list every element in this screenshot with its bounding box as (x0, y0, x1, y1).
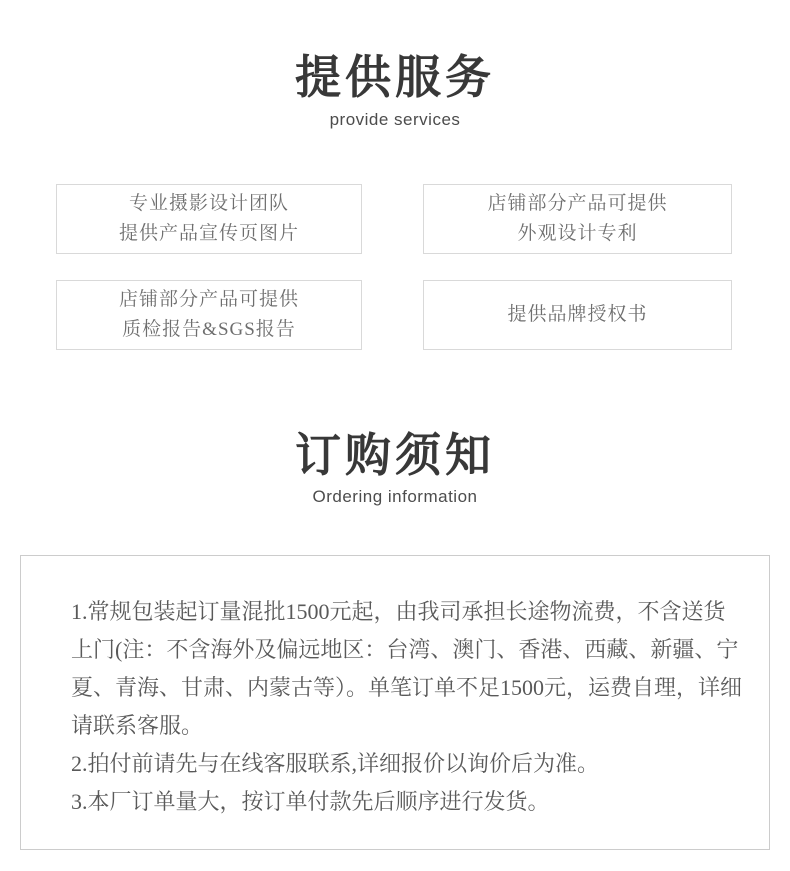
ordering-title: 订购须知 (295, 428, 495, 481)
service-box-line: 专业摄影设计团队 (128, 192, 289, 214)
service-box-brand-authorization (423, 280, 732, 350)
services-title: 提供服务 (295, 51, 495, 103)
ordering-note-2: 2.拍付前请先与在线客服联系,详细报价以询价后为准。 (71, 751, 600, 777)
services-section (0, 0, 790, 350)
ordering-notes-box (20, 555, 770, 850)
services-subtitle: provide services (329, 109, 461, 129)
service-box-quality-report (56, 280, 362, 350)
ordering-note-3: 3.本厂订单量大，按订单付款先后顺序进行发货。 (71, 789, 550, 815)
ordering-subtitle: Ordering information (312, 487, 478, 507)
service-box-line: 店铺部分产品可提供 (118, 288, 299, 310)
service-box-line: 外观设计专利 (517, 222, 638, 244)
service-box-photography (56, 184, 362, 254)
services-grid (56, 184, 732, 350)
ordering-note-1: 1.常规包装起订量混批1500元起，由我司承担长途物流费，不含送货上门(注：不含海外及偏远地区：台湾、澳门、香港、西藏、新疆、宁夏、青海、甘肃、内蒙古等）。单笔订单不足1500元，运费自理，详细请联系客服。 (71, 599, 743, 739)
service-box-line: 店铺部分产品可提供 (487, 192, 668, 214)
service-box-line: 提供产品宣传页图片 (118, 222, 299, 244)
service-box-line: 提供品牌授权书 (507, 303, 648, 325)
service-box-design-patent (423, 184, 732, 254)
service-box-line: 质检报告&SGS报告 (122, 318, 296, 340)
ordering-section (0, 430, 790, 851)
